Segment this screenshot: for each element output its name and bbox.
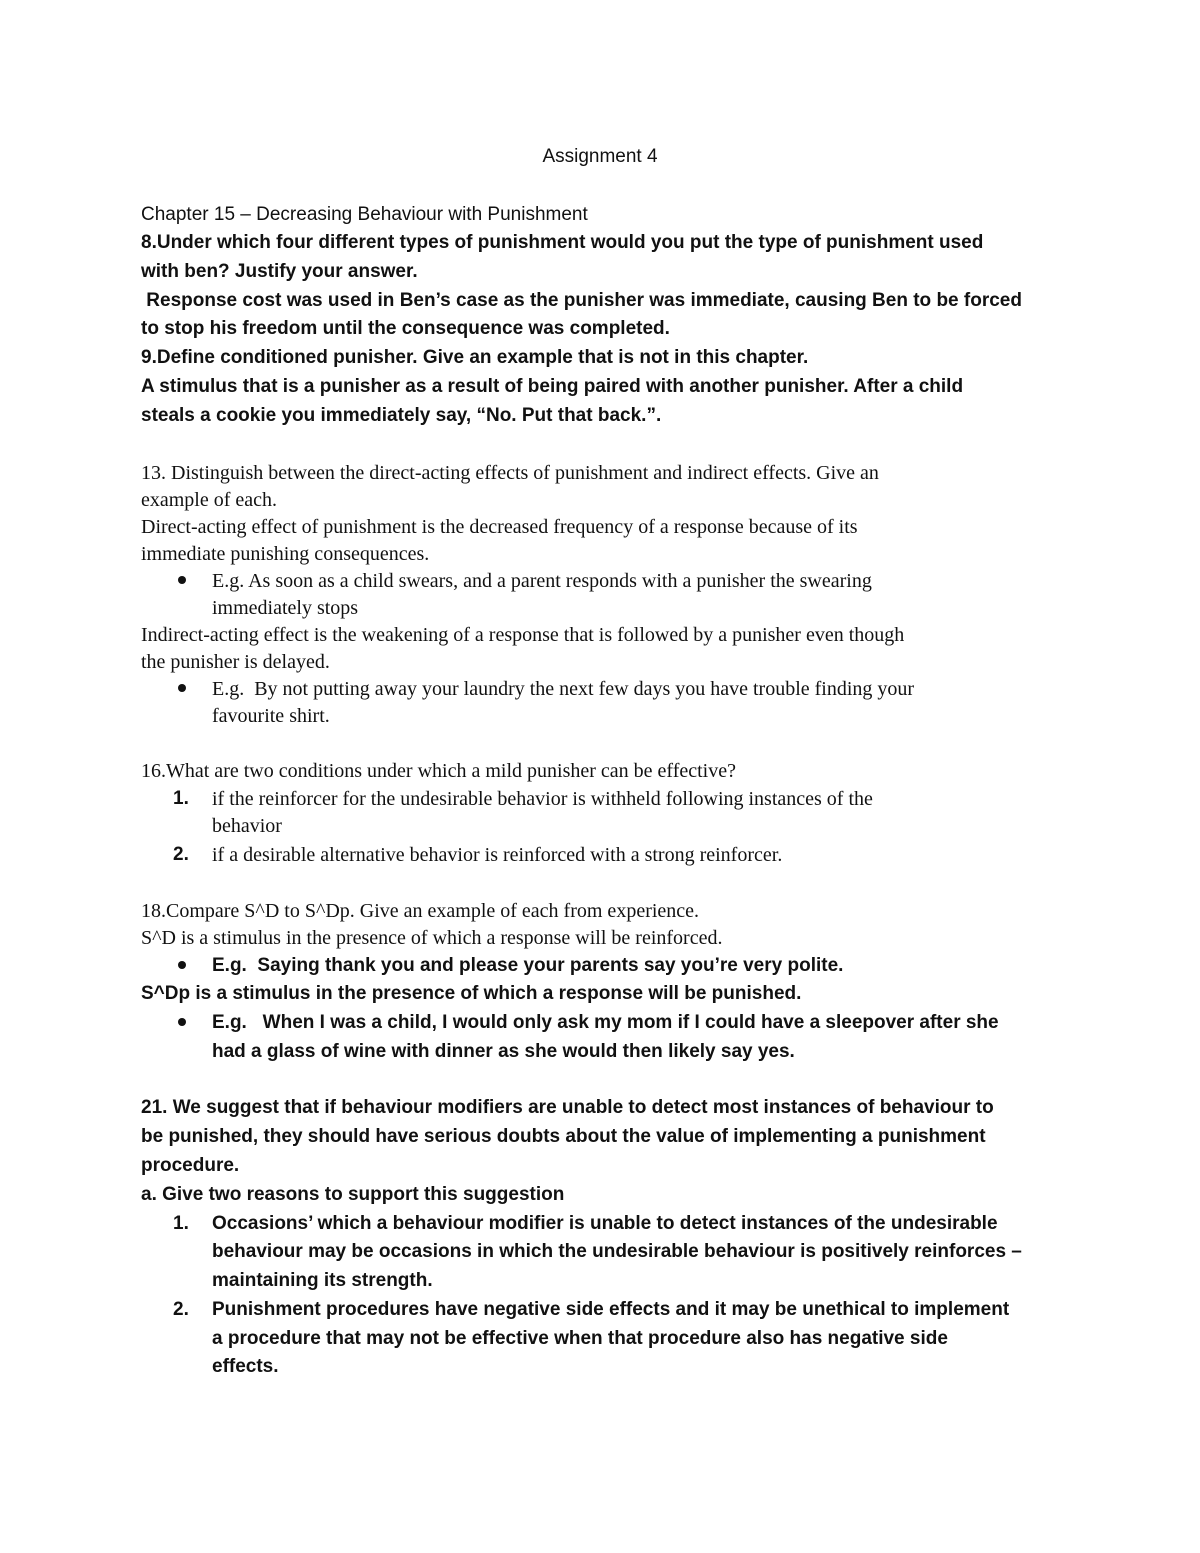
q18-sdp-example-line-1: E.g. When I was a child, I would only ask my mom if I could have a sleepover after she bbox=[212, 1012, 999, 1033]
bullet-icon bbox=[178, 961, 186, 969]
q8-answer-line-1: Response cost was used in Ben’s case as the punisher was immediate, causing Ben to be forced bbox=[141, 290, 1022, 311]
q21-reason-2-line-1: Punishment procedures have negative side effects and it may be unethical to implement bbox=[212, 1299, 1010, 1320]
q16-item-2: if a desirable alternative behavior is reinforced with a strong reinforcer. bbox=[212, 844, 783, 866]
q21-sub-question-a: a. Give two reasons to support this suggestion bbox=[141, 1184, 565, 1205]
q18-sd-definition: S^D is a stimulus in the presence of which a response will be reinforced. bbox=[141, 927, 723, 949]
q13-direct-example-line-2: immediately stops bbox=[212, 597, 359, 619]
q13-direct-example-line-1: E.g. As soon as a child swears, and a parent responds with a punisher the swearing bbox=[212, 570, 872, 592]
q21-question-line-2: be punished, they should have serious doubts about the value of implementing a punishment bbox=[141, 1126, 986, 1147]
q13-indirect-line-2: the punisher is delayed. bbox=[141, 651, 330, 673]
q21-question-line-3: procedure. bbox=[141, 1155, 240, 1176]
q18-sd-example: E.g. Saying thank you and please your parents say you’re very polite. bbox=[212, 955, 844, 976]
q13-direct-line-2: immediate punishing consequences. bbox=[141, 543, 430, 565]
q16-question: 16.What are two conditions under which a mild punisher can be effective? bbox=[141, 760, 736, 782]
bullet-icon bbox=[178, 576, 186, 584]
q8-question-line-2: with ben? Justify your answer. bbox=[141, 261, 418, 282]
q9-answer-line-1: A stimulus that is a punisher as a result of being paired with another punisher. After a child bbox=[141, 376, 964, 397]
chapter-heading: Chapter 15 – Decreasing Behaviour with Punishment bbox=[141, 204, 588, 225]
bullet-icon bbox=[178, 684, 186, 692]
q16-item-1-line-1: if the reinforcer for the undesirable behavior is withheld following instances of the bbox=[212, 788, 873, 810]
q8-answer-line-2: to stop his freedom until the consequence was completed. bbox=[141, 318, 670, 339]
q13-question-line-2: example of each. bbox=[141, 489, 278, 511]
q16-item-1-number: 1. bbox=[173, 788, 189, 809]
q13-direct-line-1: Direct-acting effect of punishment is the decreased frequency of a response because of its bbox=[141, 516, 858, 538]
q21-reason-2-line-2: a procedure that may not be effective when that procedure also has negative side bbox=[212, 1328, 948, 1349]
q13-question-line-1: 13. Distinguish between the direct-acting effects of punishment and indirect effects. Give an bbox=[141, 462, 879, 484]
q13-indirect-example-line-1: E.g. By not putting away your laundry the next few days you have trouble finding your bbox=[212, 678, 915, 700]
q21-reason-1-number: 1. bbox=[173, 1213, 189, 1234]
q21-reason-2-number: 2. bbox=[173, 1299, 189, 1320]
q18-sdp-definition: S^Dp is a stimulus in the presence of which a response will be punished. bbox=[141, 983, 802, 1004]
page-title: Assignment 4 bbox=[542, 146, 658, 167]
q9-answer-line-2: steals a cookie you immediately say, “No. Put that back.”. bbox=[141, 405, 662, 426]
q16-item-1-line-2: behavior bbox=[212, 815, 282, 837]
q18-question: 18.Compare S^D to S^Dp. Give an example of each from experience. bbox=[141, 900, 700, 922]
q9-question: 9.Define conditioned punisher. Give an example that is not in this chapter. bbox=[141, 347, 809, 368]
q8-question-line-1: 8.Under which four different types of punishment would you put the type of punishment used bbox=[141, 232, 984, 253]
q21-reason-2-line-3: effects. bbox=[212, 1356, 279, 1377]
q16-item-2-number: 2. bbox=[173, 844, 189, 865]
q13-indirect-example-line-2: favourite shirt. bbox=[212, 705, 330, 727]
q13-indirect-line-1: Indirect-acting effect is the weakening of a response that is followed by a punisher even though bbox=[141, 624, 905, 646]
q21-reason-1-line-3: maintaining its strength. bbox=[212, 1270, 433, 1291]
q21-reason-1-line-1: Occasions’ which a behaviour modifier is unable to detect instances of the undesirable bbox=[212, 1213, 998, 1234]
q18-sdp-example-line-2: had a glass of wine with dinner as she would then likely say yes. bbox=[212, 1041, 795, 1062]
q21-question-line-1: 21. We suggest that if behaviour modifiers are unable to detect most instances of behaviour to bbox=[141, 1097, 994, 1118]
bullet-icon bbox=[178, 1018, 186, 1026]
q21-reason-1-line-2: behaviour may be occasions in which the undesirable behaviour is positively reinforces – bbox=[212, 1241, 1022, 1262]
